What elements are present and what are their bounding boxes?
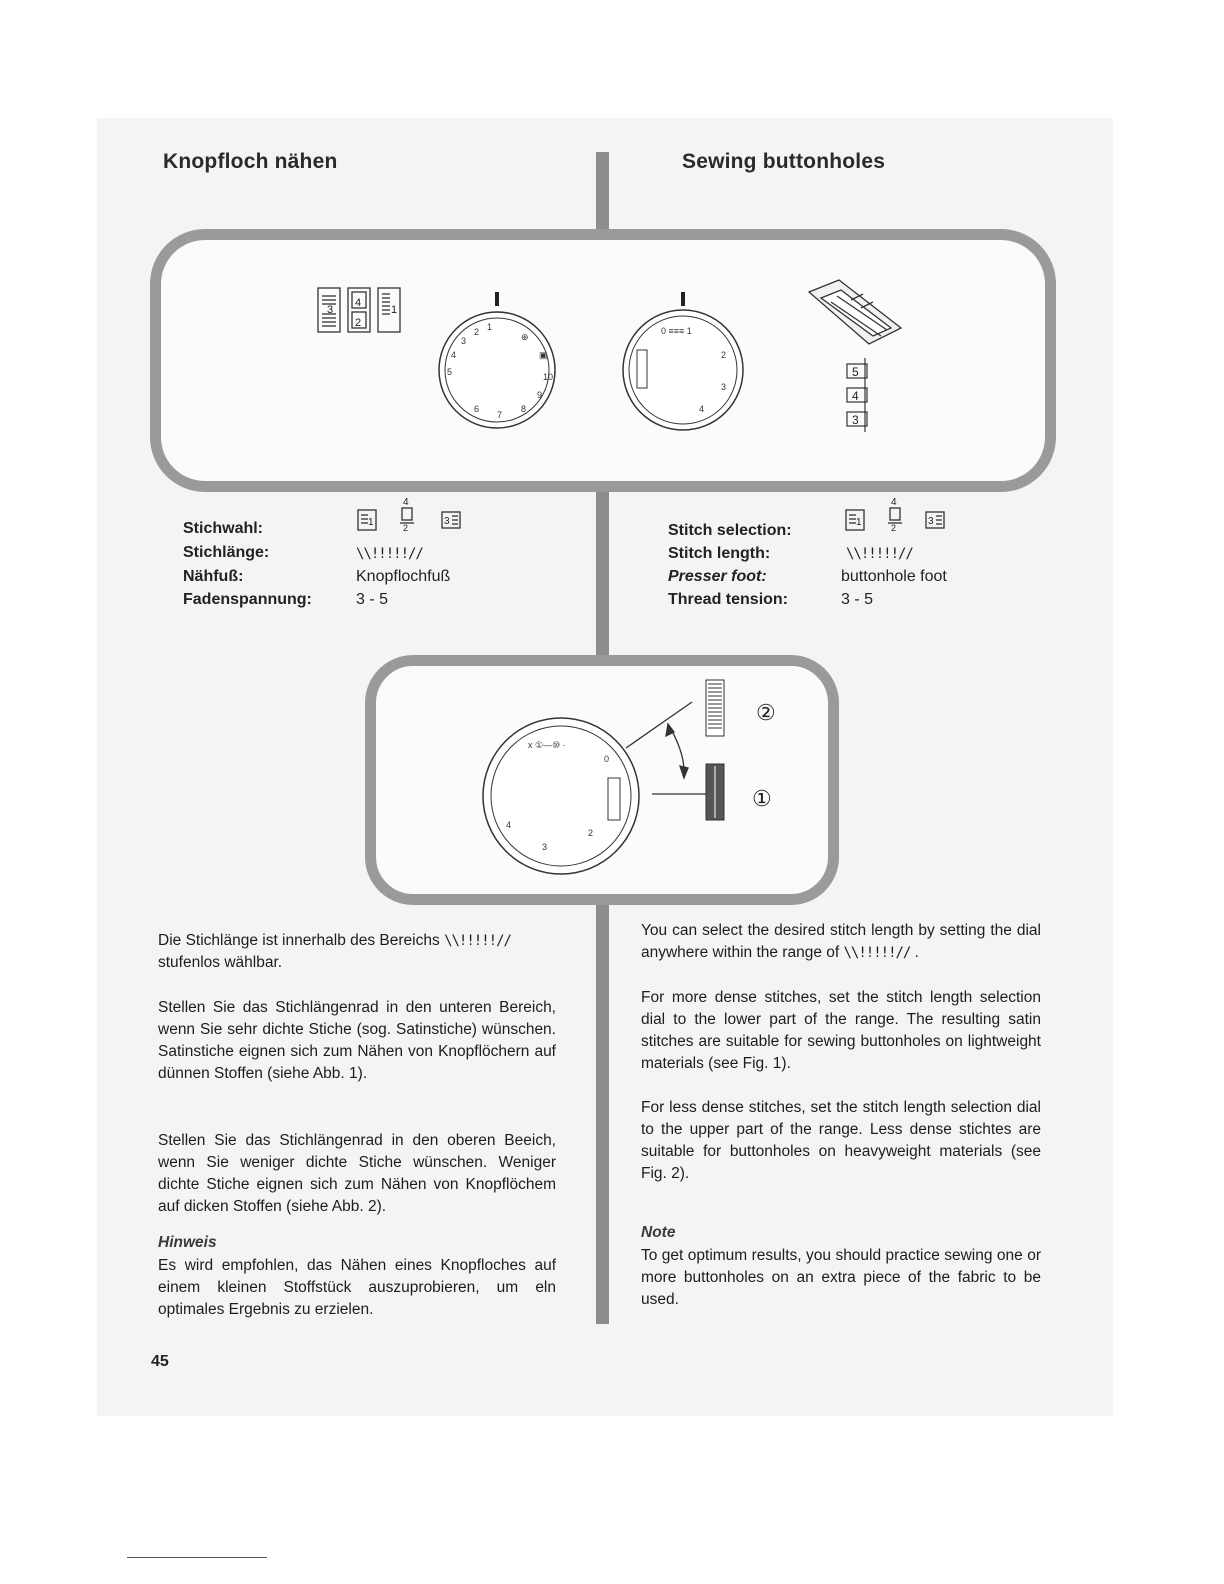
stitch-digit-1-en: 1 [856, 517, 862, 528]
stitch-digit-3-de: 3 [444, 516, 450, 527]
svg-text:4: 4 [699, 404, 705, 414]
title-english: Sewing buttonholes [682, 150, 886, 173]
svg-text:10: 10 [543, 372, 554, 382]
column-divider-bottom [596, 900, 609, 1324]
german-p1-text-a: Die Stichlänge ist innerhalb des Bereichs [158, 932, 440, 949]
german-paragraph-2: Stellen Sie das Stichlängenrad in den unteren Bereich, wenn Sie sehr dichte Stiche (sog. Satinstiche) wünschen. Satinstiche eignen sich zum Nähen von Knopflöchern auf dünnen Stoffen (siehe Abb. 1). [158, 999, 556, 1082]
english-p1-text-a: You can select the desired stitch length by setting the dial anywhere within the range of [641, 922, 1041, 961]
setting-label-stitch-selection-en: Stitch selection: [668, 522, 792, 539]
page-number: 45 [151, 1353, 169, 1370]
setting-label-stitch-selection-de: Stichwahl: [183, 520, 264, 537]
svg-text:5: 5 [447, 367, 453, 377]
setting-label-presser-foot-en: Presser foot: [668, 568, 767, 585]
stitch-digit-4-de: 4 [403, 497, 409, 508]
figure-marker-1: ① [752, 786, 772, 811]
stitch-selection-icon-en [844, 496, 954, 532]
figure-marker-2: ② [756, 700, 776, 725]
stitch-digit-3-en: 3 [928, 516, 934, 527]
german-p1-text-b: stufenlos wählbar. [158, 954, 283, 971]
selector-digit-1: 1 [391, 304, 398, 316]
english-paragraph-3: For less dense stitches, set the stitch length selection dial to the upper part of the range. Less dense stichtes are suitable for buttonholes on heavyweight materials (see Fig. 2). [641, 1099, 1041, 1182]
foot-marker-3: 3 [852, 413, 859, 427]
setting-value-stitch-length-de: \\!!!!!// [356, 546, 423, 562]
setting-label-thread-tension-de: Fadenspannung: [183, 591, 312, 608]
setting-value-presser-foot-en: buttonhole foot [841, 568, 947, 585]
setting-value-presser-foot-de: Knopflochfuß [356, 568, 451, 585]
english-p1-text-b: . [914, 944, 919, 961]
svg-text:x ①—⑩ ·: x ①—⑩ · [528, 740, 566, 750]
top-figure-panel [150, 229, 1056, 492]
english-note-title: Note [641, 1224, 676, 1241]
bottom-figure-panel [365, 655, 839, 905]
setting-value-thread-tension-de: 3 - 5 [356, 591, 389, 608]
svg-text:9: 9 [537, 390, 543, 400]
setting-value-stitch-length-en: \\!!!!!// [846, 546, 913, 562]
column-divider-middle [596, 488, 609, 658]
stitch-length-dial-closeup-icon [483, 718, 639, 874]
stitch-digit-1-de: 1 [368, 517, 374, 528]
svg-text:0: 0 [604, 754, 610, 764]
svg-text:2: 2 [474, 327, 480, 337]
svg-text:2: 2 [721, 350, 727, 360]
svg-text:2: 2 [588, 828, 594, 838]
selector-digit-2: 2 [355, 317, 362, 329]
svg-text:1: 1 [487, 322, 493, 332]
svg-text:3: 3 [542, 842, 548, 852]
stitch-digit-4-en: 4 [891, 497, 897, 508]
buttonhole-stitch-sample-dense-icon [706, 764, 724, 820]
english-paragraph-2: For more dense stitches, set the stitch length selection dial to the lower part of the range. The resulting satin stitches are suitable for sewing buttonholes on lightweight materials (see Fig. 1). [641, 989, 1041, 1072]
svg-text:8: 8 [521, 404, 527, 414]
setting-value-thread-tension-en: 3 - 5 [841, 591, 874, 608]
stitch-length-dial-icon [623, 292, 743, 430]
title-german: Knopfloch nähen [163, 150, 338, 173]
foot-marker-4: 4 [852, 389, 859, 403]
german-paragraph-1 [158, 930, 558, 974]
stitch-selector-dial-icon [439, 292, 555, 428]
svg-text:0 ≡≡≡ 1: 0 ≡≡≡ 1 [661, 326, 692, 336]
setting-label-stitch-length-en: Stitch length: [668, 545, 771, 562]
german-paragraph-3: Stellen Sie das Stichlängenrad in den oberen Beeich, wenn Sie weniger dichte Stiche wünschen. Weniger dichte Stiche eignen sich zum Nähen von Knopflöchem auf dicken Stoffen (siehe Abb. 2). [158, 1132, 556, 1215]
english-p1-range-glyph: \\!!!!!// [843, 945, 911, 961]
svg-text:7: 7 [497, 410, 503, 420]
setting-label-presser-foot-de: Nähfuß: [183, 568, 244, 585]
setting-label-stitch-length-de: Stichlänge: [183, 544, 270, 561]
selector-digit-4: 4 [355, 297, 362, 309]
svg-text:▣: ▣ [539, 350, 548, 360]
svg-text:3: 3 [461, 336, 467, 346]
column-divider-top [596, 152, 609, 234]
setting-label-thread-tension-en: Thread tension: [668, 591, 789, 608]
german-p1-range-glyph: \\!!!!!// [444, 933, 511, 949]
stitch-digit-2-en: 2 [891, 523, 897, 532]
foot-marker-5: 5 [852, 365, 859, 379]
german-note-text: Es wird empfohlen, das Nähen eines Knopfloches auf einem kleinen Stoffstück auszuprobieren, um eln optimales Ergebnis zu erzielen. [158, 1257, 556, 1318]
english-paragraph-1 [641, 920, 1041, 964]
stitch-digit-2-de: 2 [403, 523, 409, 532]
svg-text:⊕: ⊕ [521, 332, 529, 342]
svg-text:3: 3 [721, 382, 727, 392]
svg-text:4: 4 [506, 820, 512, 830]
english-note-text: To get optimum results, you should practice sewing one or more buttonholes on an extra piece of the fabric to be used. [641, 1247, 1041, 1308]
stitch-selection-icon-de [356, 496, 466, 532]
buttonhole-stitch-sample-loose-icon [706, 680, 724, 736]
footer-rule [127, 1557, 267, 1558]
bottom-figure-drawing [376, 666, 828, 894]
svg-text:6: 6 [474, 404, 480, 414]
german-note-title: Hinweis [158, 1234, 217, 1251]
top-figure-drawing [161, 240, 1045, 481]
selector-digit-3: 3 [327, 304, 334, 316]
buttonhole-foot-icon [809, 280, 901, 344]
svg-text:4: 4 [451, 350, 457, 360]
